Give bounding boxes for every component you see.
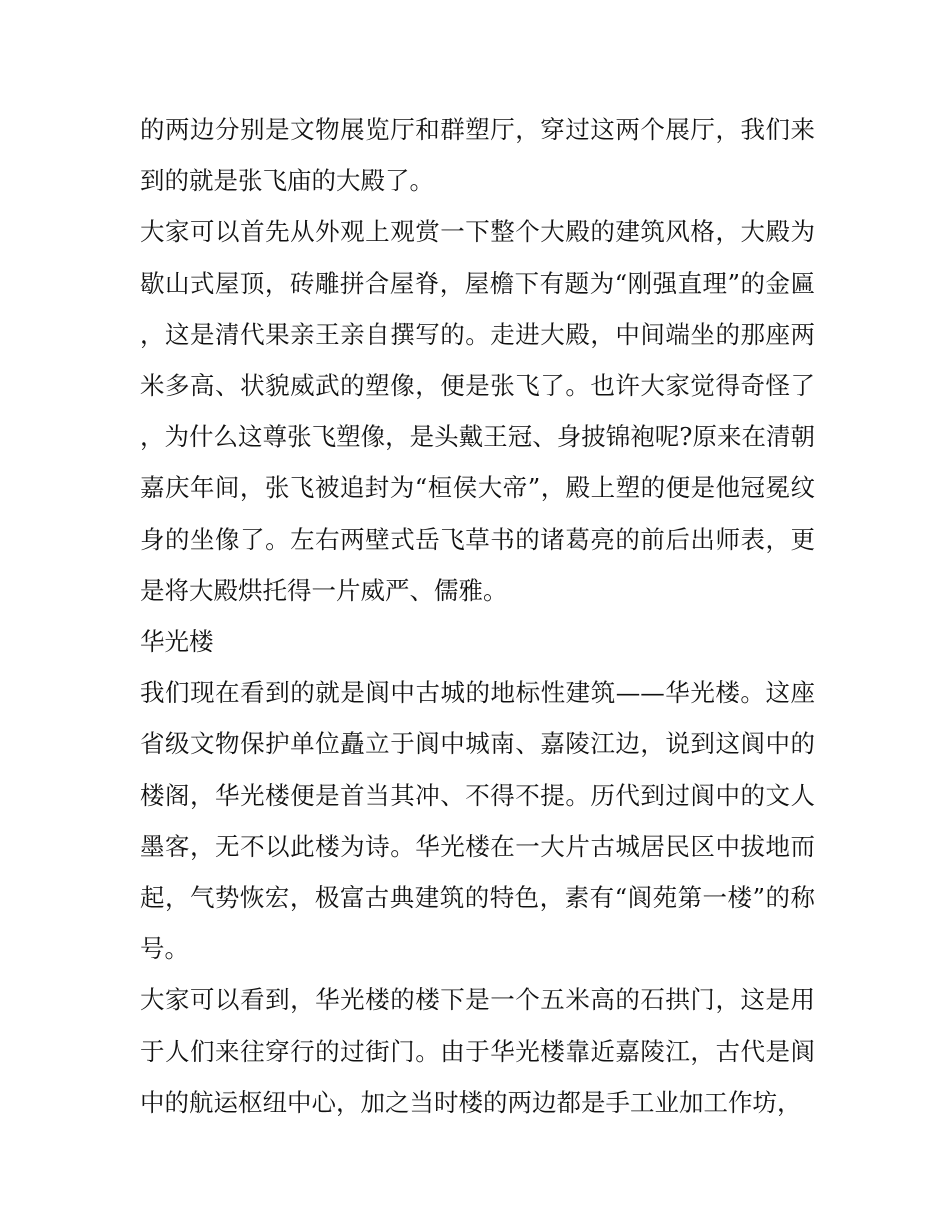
paragraph-main-hall: 大家可以首先从外观上观赏一下整个大殿的建筑风格，大殿为歇山式屋顶，砖雕拼合屋脊，屋檐下有题为“刚强直理”的金匾，这是清代果亲王亲自撰写的。走进大殿，中间端坐的那座两米多高、状貌威武的塑像，便是张飞了。也许大家觉得奇怪了，为什么这尊张飞塑像，是头戴王冠、身披锦袍呢?原来在清朝嘉庆年间，张飞被追封为“桓侯大帝”，殿上塑的便是他冠冕纹身的坐像了。左右两壁式岳飞草书的诸葛亮的前后出师表，更是将大殿烘托得一片威严、儒雅。: [140, 217, 815, 605]
paragraph-huaguang-tower-intro: 我们现在看到的就是阆中古城的地标性建筑——华光楼。这座省级文物保护单位矗立于阆中城南、嘉陵江边，说到这阆中的楼阁，华光楼便是首当其冲、不得不提。历代到过阆中的文人墨客，无不以此楼为诗。华光楼在一大片古城居民区中拔地而起，气势恢宏，极富古典建筑的特色，素有“阆苑第一楼”的称号。: [140, 678, 815, 964]
document-page: [140, 104, 815, 1128]
paragraph-huaguang-tower-arch: 大家可以看到，华光楼的楼下是一个五米高的石拱门，这是用于人们来往穿行的过街门。由于华光楼靠近嘉陵江，古代是阆中的航运枢纽中心，加之当时楼的两边都是手工业加工作坊，: [140, 985, 815, 1117]
paragraph-continuation: 的两边分别是文物展览厅和群塑厅，穿过这两个展厅，我们来到的就是张飞庙的大殿了。: [140, 115, 815, 196]
section-heading: 华光楼: [140, 627, 214, 657]
